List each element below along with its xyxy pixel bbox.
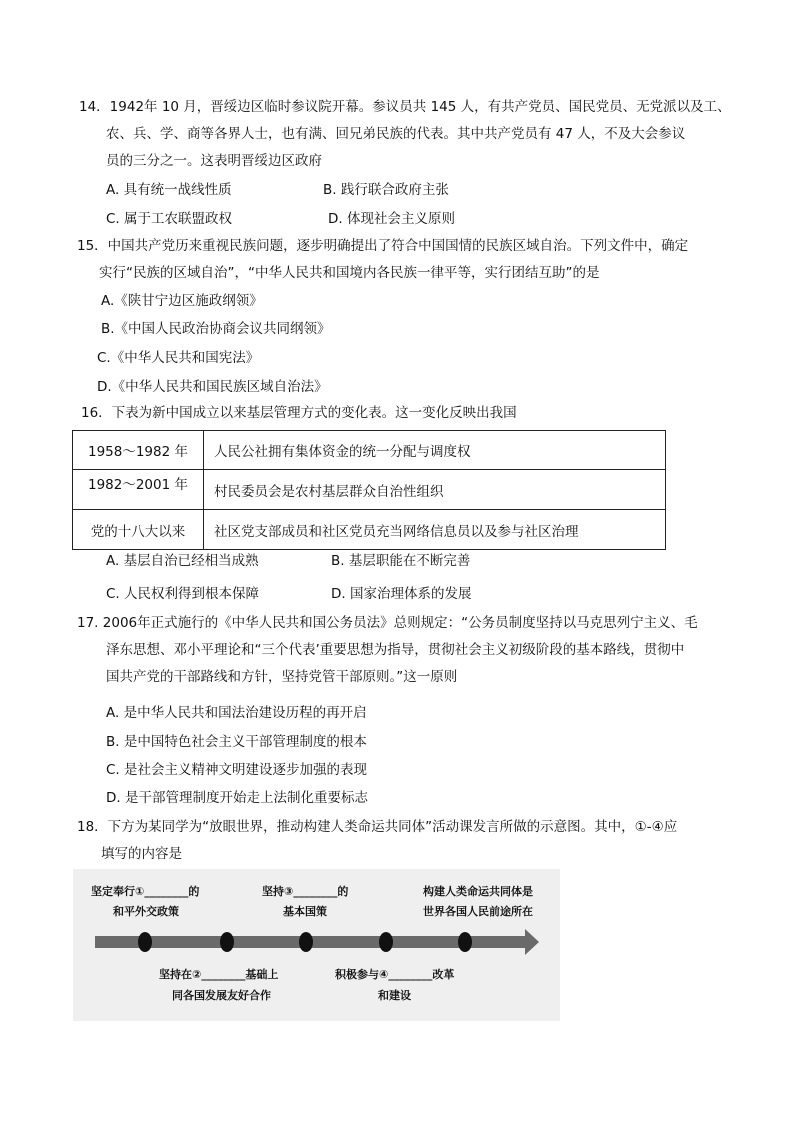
arrow-head	[525, 929, 539, 955]
q14-option-a[interactable]: A. 具有统一战线性质	[106, 182, 232, 198]
q16-option-b[interactable]: B. 基层职能在不断完善	[331, 553, 471, 569]
diagram-label-1-line-2: 和平外交政策	[113, 905, 179, 918]
q14-option-b[interactable]: B. 践行联合政府主张	[323, 182, 449, 198]
q16-option-d[interactable]: D. 国家治理体系的发展	[331, 586, 472, 602]
table-cell-desc: 社区党支部成员和社区党员充当网络信息员以及参与社区治理	[204, 510, 666, 550]
diagram-label-2-line-1: 坚持在②________基础上	[159, 968, 279, 981]
diagram-label-4-line-1: 积极参与④________改革	[335, 968, 455, 981]
table-cell-desc: 村民委员会是农村基层群众自治性组织	[204, 470, 666, 510]
q17-option-d[interactable]: D. 是干部管理制度开始走上法制化重要标志	[106, 790, 368, 806]
table-cell-desc: 人民公社拥有集体资金的统一分配与调度权	[204, 431, 666, 470]
q16-line-1: 16．下表为新中国成立以来基层管理方式的变化表。这一变化反映出我国	[81, 405, 517, 421]
diagram-label-5-line-1: 构建人类命运共同体是	[423, 885, 533, 898]
diagram-label-5-line-2: 世界各国人民前途所在	[423, 905, 533, 918]
diagram-label-4-line-2: 和建设	[378, 989, 411, 1002]
q15-line-2: 实行“民族的区域自治”，“中华人民共和国境内各民族一律平等，实行团结互助”的是	[99, 265, 600, 281]
q14-option-d[interactable]: D. 体现社会主义原则	[328, 211, 455, 227]
q17-line-2: 泽东思想、邓小平理论和“三个代表’重要思想为指导，贯彻社会主义初级阶段的基本路线，贯彻中	[106, 642, 685, 658]
timeline-node	[458, 932, 472, 952]
q17-option-b[interactable]: B. 是中国特色社会主义干部管理制度的根本	[106, 734, 367, 750]
q15-option-b[interactable]: B.《中国人民政治协商会议共同纲领》	[101, 321, 331, 337]
q17-option-c[interactable]: C. 是社会主义精神文明建设逐步加强的表现	[106, 762, 368, 778]
table-cell-period: 1982～2001 年	[73, 470, 204, 510]
q18-line-1: 18．下方为某同学为“放眼世界，推动构建人类命运共同体”活动课发言所做的示意图。其中，①-④应	[77, 819, 678, 835]
q15-option-d[interactable]: D.《中华人民共和国民族区域自治法》	[97, 379, 328, 395]
q16-option-c[interactable]: C. 人民权利得到根本保障	[106, 586, 260, 602]
table-cell-period: 党的十八大以来	[73, 510, 204, 550]
diagram-label-3-line-2: 基本国策	[283, 905, 327, 918]
q17-line-3: 国共产党的干部路线和方针，坚持党管干部原则。”这一原则	[106, 669, 458, 685]
diagram-label-3-line-1: 坚持③________的	[262, 885, 349, 898]
timeline-node	[299, 932, 313, 952]
table-row	[73, 431, 666, 470]
timeline-node	[379, 932, 393, 952]
diagram-label-2-line-2: 同各国发展友好合作	[172, 989, 271, 1002]
q14-line-2: 农、兵、学、商等各界人士，也有满、回兄弟民族的代表。其中共产党员有 47 人，不及大会参议	[106, 126, 686, 142]
q17-option-a[interactable]: A. 是中华人民共和国法治建设历程的再开启	[106, 705, 367, 721]
table-row	[73, 510, 666, 550]
q15-option-a[interactable]: A.《陕甘宁边区施政纲领》	[101, 293, 263, 309]
q17-line-1: 17. 2006年正式施行的《中华人民共和国公务员法》总则规定：“公务员制度坚持以马克思列宁主义、毛	[77, 615, 698, 631]
q14-option-c[interactable]: C. 属于工农联盟政权	[106, 211, 233, 227]
table-row	[73, 470, 666, 510]
timeline-node	[220, 932, 234, 952]
q15-option-c[interactable]: C.《中华人民共和国宪法》	[97, 350, 260, 366]
q15-line-1: 15．中国共产党历来重视民族问题，逐步明确提出了符合中国国情的民族区域自治。下列文件中，确定	[77, 238, 689, 254]
q14-line-1: 14．1942年 10 月，晋绥边区临时参议院开幕。参议员共 145 人，有共产党员、国民党员、无党派以及工、	[79, 99, 731, 115]
timeline-node	[138, 932, 152, 952]
table-cell-period: 1958～1982 年	[73, 431, 204, 470]
q18-line-2: 填写的内容是	[101, 846, 182, 862]
q18-timeline-diagram	[73, 869, 560, 1021]
q16-option-a[interactable]: A. 基层自治已经相当成熟	[106, 553, 259, 569]
diagram-label-1-line-1: 坚定奉行①________的	[91, 885, 200, 898]
q14-line-3: 员的三分之一。这表明晋绥边区政府	[106, 153, 322, 169]
q16-table	[72, 430, 666, 550]
